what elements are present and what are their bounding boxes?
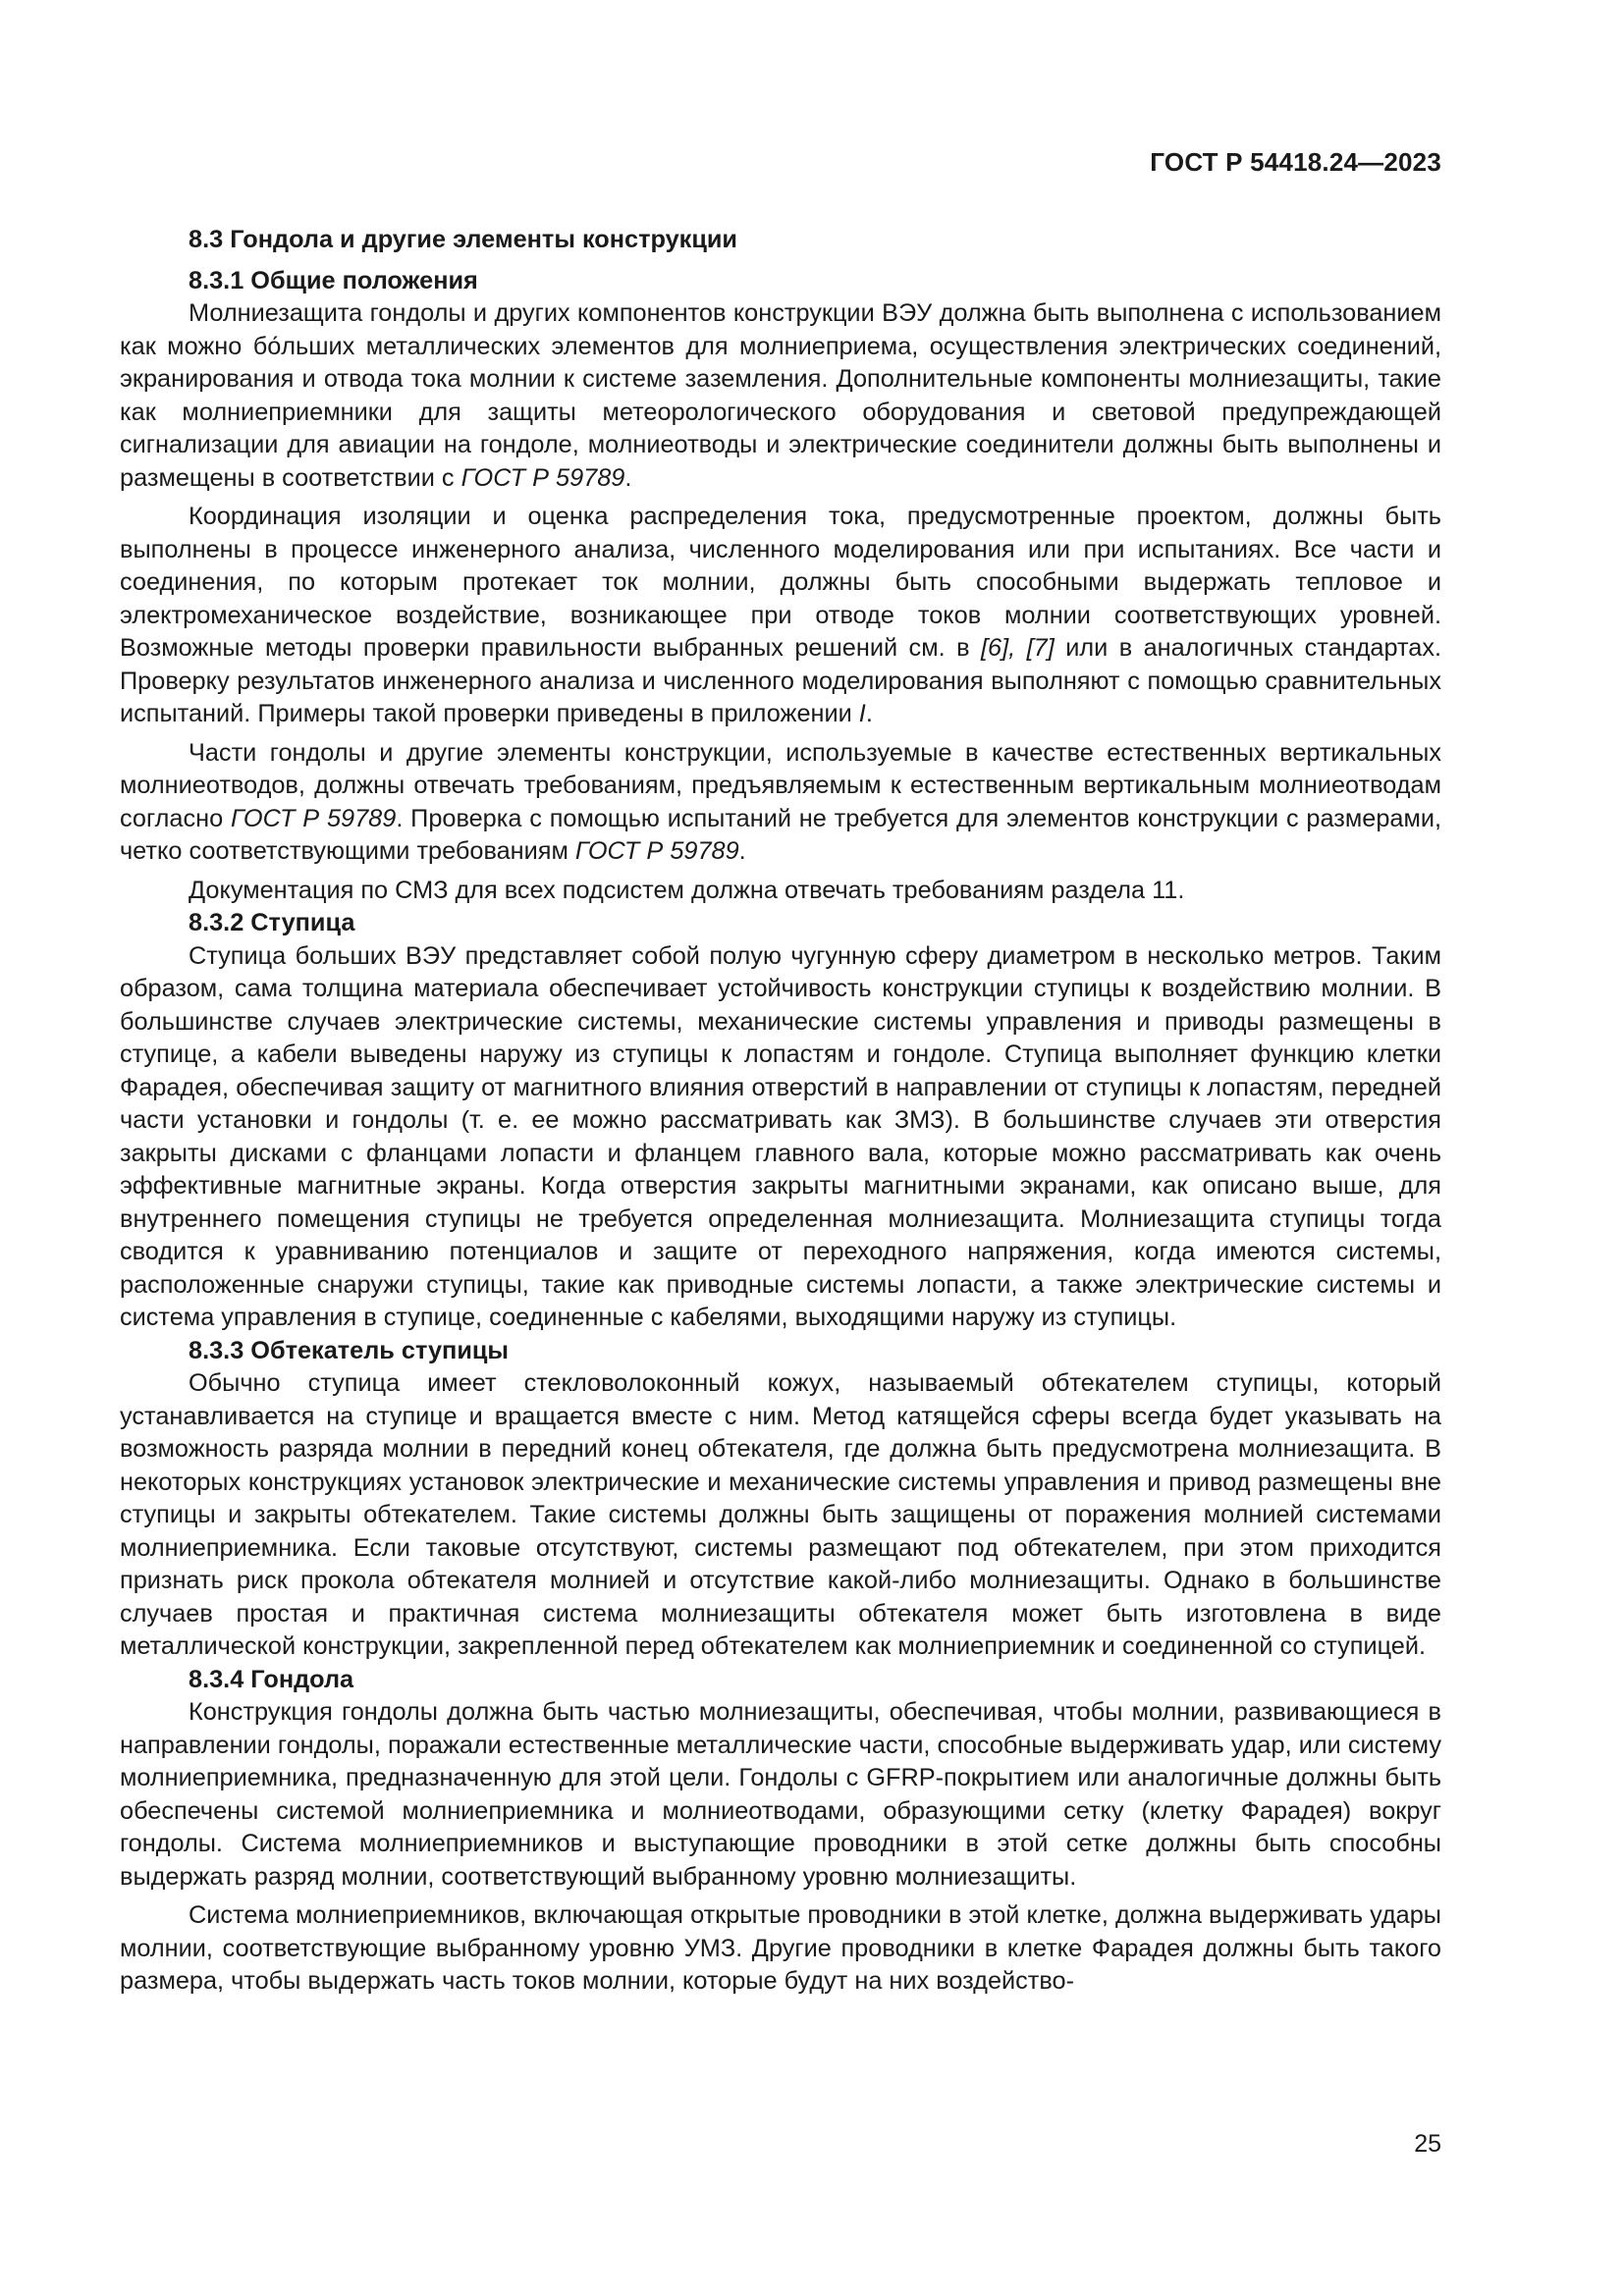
document-body [120, 224, 1441, 1999]
paragraph-text: Молниезащита гондолы и других компонентов конструкции ВЭУ должна быть выполнена с использованием как можно бо́льших металлических элементов для молниеприема, осуществления электрических соединений, экранирования и отвода тока молнии к системе заземления. Дополнительные компоненты молниезащиты, такие как молниеприемники для защиты метеорологического оборудования и световой предупреждающей сигнализации для авиации на гондоле, молниеотводы и электрические соединители должны быть выполнены и размещены в соответствии с [120, 299, 1441, 492]
paragraph-end: . [738, 837, 746, 865]
paragraph-end: . [865, 700, 873, 727]
standard-designation: ГОСТ Р 54418.24—2023 [1150, 147, 1441, 177]
standard-reference: ГОСТ Р 59789 [231, 804, 397, 832]
paragraph-text: Координация изоляции и оценка распределения тока, предусмотренные проектом, должны быть выполнены в процессе инженерного анализа, численного моделирования или при испытаниях. Все части и соединения, по которым протекает ток молнии, должны быть способными выдержать тепловое и электромеханическое воздействие, возникающее при отводе токов молнии соответствующих уровней. Возможные методы проверки правильности выбранных решений см. в [120, 503, 1441, 662]
paragraph: Обычно ступица имеет стекловолоконный кожух, называемый обтекателем ступицы, который устанавливается на ступице и вращается вместе с ним. Метод катящейся сферы всегда будет указывать на возможность разряда молнии в передний конец обтекателя, где должна быть предусмотрена молниезащита. В некоторых конструкциях установок электрические и механические системы управления и привод размещены вне ступицы и закрыты обтекателем. Такие системы должны быть защищены от поражения молнией системами молниеприемника. Если таковые отсутствуют, системы размещают под обтекателем, при этом приходится признать риск прокола обтекателя молнией и отсутствие какой-либо молниезащиты. Однако в большинстве случаев простая и практичная система молниезащиты обтекателя может быть изготовлена в виде металлической конструкции, закрепленной перед обтекателем как молниеприемник и соединенной со ступицей. [120, 1369, 1441, 1660]
section-heading-8-3: 8.3 Гондола и другие элементы конструкции [189, 226, 737, 253]
paragraph: Документация по СМЗ для всех подсистем должна отвечать требованиям раздела 11. [189, 876, 1185, 904]
page-number: 25 [1414, 2130, 1441, 2158]
subsection-heading-8-3-1: 8.3.1 Общие положения [189, 266, 478, 294]
paragraph-end: . [624, 463, 632, 492]
subsection-heading-8-3-4: 8.3.4 Гондола [189, 1665, 354, 1693]
paragraph: Ступица больших ВЭУ представляет собой полую чугунную сферу диаметром в несколько метров. Таким образом, сама толщина материала обеспечивает устойчивость конструкции ступицы к воздействию молнии. В большинстве случаев электрические системы, механические системы управления и приводы размещены в ступице, а кабели выведены наружу из ступицы к лопастям и гондоле. Ступица выполняет функцию клетки Фарадея, обеспечивая защиту от магнитного влияния отверстий в направлении от ступицы к лопастям, передней части установки и гондолы (т. е. ее можно рассматривать как ЗМЗ). В большинстве случаев эти отверстия закрыты дисками с фланцами лопасти и фланцем главного вала, которые можно рассматривать как очень эффективные магнитные экраны. Когда отверстия закрыты магнитными экранами, как описано выше, для внутреннего помещения ступицы не требуется определенная молниезащита. Молниезащита ступицы тогда сводится к уравниванию потенциалов и защите от переходного напряжения, когда имеются системы, расположенные снаружи ступицы, такие как приводные системы лопасти, а также электрические системы и система управления в ступице, соединенные с кабелями, выходящими наружу из ступицы. [120, 941, 1441, 1331]
standard-reference: ГОСТ Р 59789 [460, 463, 625, 492]
subsection-heading-8-3-3: 8.3.3 Обтекатель ступицы [189, 1336, 510, 1364]
subsection-heading-8-3-2: 8.3.2 Ступица [189, 909, 355, 936]
standard-reference: ГОСТ Р 59789 [574, 837, 739, 865]
paragraph-text: Части гондолы и другие элементы конструкции, используемые в качестве естественных вертикальных молниеотводов, должны отвечать требованиям, предъявляемым к естественным вертикальным молниеотводам согласно [120, 738, 1441, 832]
paragraph: Система молниеприемников, включающая открытые проводники в этой клетке, должна выдерживать удары молнии, соответствующие выбранному уровню УМЗ. Другие проводники в клетке Фарадея должны быть такого размера, чтобы выдержать часть токов молнии, которые будут на них воздейство- [120, 1901, 1441, 1995]
paragraph [120, 297, 1441, 495]
appendix-reference: I [858, 700, 866, 727]
bibliography-reference: [6], [7] [981, 634, 1055, 662]
paragraph [120, 737, 1441, 869]
paragraph-text: . Проверка с помощью испытаний не требуется для элементов конструкции с размерами, четко соответствующими требованиям [120, 804, 1442, 865]
paragraph: Конструкция гондолы должна быть частью молниезащиты, обеспечивая, чтобы молнии, развивающиеся в направлении гондолы, поражали естественные металлические части, способные выдерживать удар, или систему молниеприемника, предназначенную для этой цели. Гондолы с GFRP-покрытием или аналогичные должны быть обеспечены системой молниеприемника и молниеотводами, образующими сетку (клетку Фарадея) вокруг гондолы. Система молниеприемников и выступающие проводники в этой сетке должны быть способны выдержать разряд молнии, соответствующий выбранному уровню молниезащиты. [120, 1698, 1441, 1891]
paragraph [120, 501, 1441, 731]
paragraph-text: или в аналогичных стандартах. Проверку результатов инженерного анализа и численного моделирования выполняют с помощью сравнительных испытаний. Примеры такой проверки приведены в приложении [120, 634, 1441, 727]
